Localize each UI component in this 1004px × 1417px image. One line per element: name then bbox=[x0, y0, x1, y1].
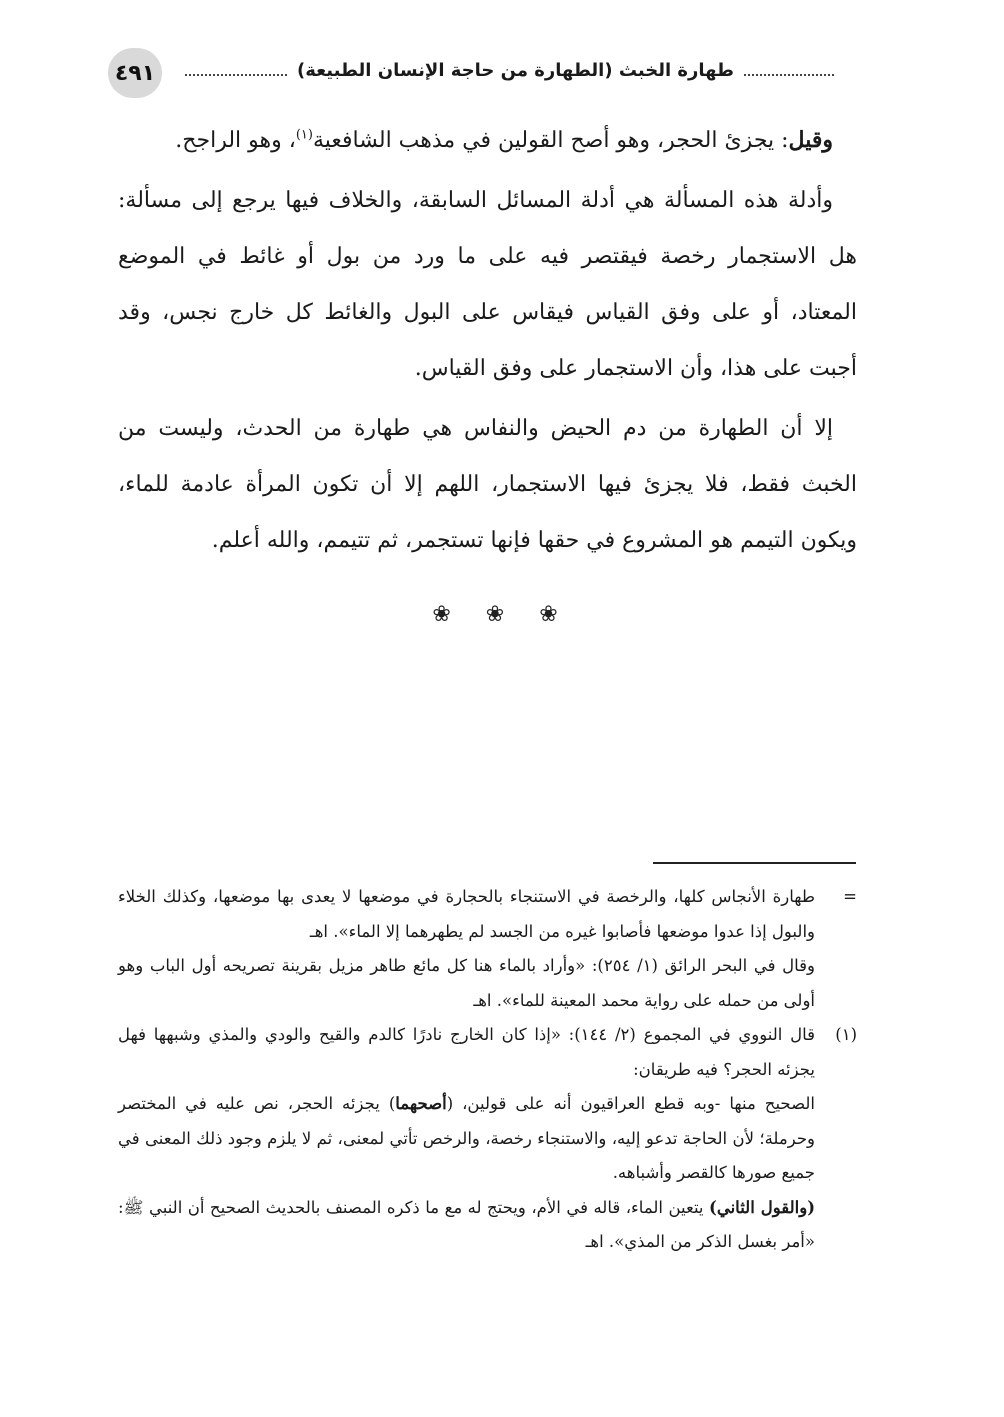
footnote-ref-1[interactable]: (١) bbox=[295, 127, 313, 143]
footnote-1-para-2-post: ) يجزئه الحجر، نص عليه في المختصر وحرملة؛ لأن الحاجة تدعو إليه، والاستنجاء رخصة، والرخص تأتي لمعنى، ثم لا يلزم وجود ذلك المعنى في جميع صورها كالقصر وأشباهه. bbox=[118, 1094, 815, 1182]
page-number-badge: ٤٩١ bbox=[108, 48, 162, 98]
running-header bbox=[175, 50, 844, 90]
header-dots-right bbox=[744, 74, 834, 76]
header-dots-left bbox=[185, 74, 287, 76]
footnote-1-intro: قال النووي في المجموع (٢/ ١٤٤): «إذا كان الخارج نادرًا كالدم والقيح والودي والمذي وشبهها فهل يجزئه الحجر؟ فيه طريقان: bbox=[118, 1025, 815, 1079]
footnote-1 bbox=[118, 1018, 857, 1260]
paragraph-3: إلا أن الطهارة من دم الحيض والنفاس هي طهارة من الحدث، وليست من الخبث فقط، فلا يجزئ فيها الاستجمار، اللهم إلا أن تكون المرأة عادمة للماء، ويكون التيمم هو المشروع في حقها فإنها تستجمر، ثم تتيمم، والله أعلم. bbox=[118, 416, 857, 553]
footnote-1-para-2 bbox=[118, 1087, 815, 1191]
paragraph-1-text: : يجزئ الحجر، وهو أصح القولين في مذهب الشافعية bbox=[312, 128, 789, 153]
paragraph-1-lead: وقيل bbox=[788, 127, 833, 153]
footnote-1-marker: (١) bbox=[835, 1025, 857, 1044]
footnote-continued-text-1: طهارة الأنجاس كلها، والرخصة في الاستنجاء بالحجارة في موضعها لا يعدى بها موضعها، وكذلك الخلاء والبول إذا عدوا موضعها فأصابوا غيره من الجسد لم يطهرهما إلا الماء». اهـ bbox=[118, 887, 815, 941]
main-text bbox=[118, 112, 857, 569]
running-title: طهارة الخبث (الطهارة من حاجة الإنسان الطبيعة) bbox=[296, 59, 734, 81]
footnote-1-para-3 bbox=[118, 1191, 815, 1260]
paragraph-2: وأدلة هذه المسألة هي أدلة المسائل السابقة، والخلاف فيها يرجع إلى مسألة: هل الاستجمار رخصة فيقتصر فيه على ما ورد من بول أو غائط في الموضع المعتاد، أو على وفق القياس فيقاس على البول والغائط كل خارج نجس، وقد أجبت على هذا، وأن الاستجمار على وفق القياس. bbox=[118, 188, 857, 381]
footnote-1-para-2-pre: الصحيح منها -وبه قطع العراقيون أنه على قولين، ( bbox=[446, 1094, 816, 1113]
footnote-continuation-marker: = bbox=[843, 887, 857, 906]
footnote-1-para-3-bold: (والقول الثاني) bbox=[709, 1197, 816, 1217]
footnote-continued bbox=[118, 880, 857, 1018]
paragraph-1 bbox=[118, 112, 857, 169]
section-separator-ornament: ❀ ❀ ❀ bbox=[432, 602, 572, 627]
paragraph-1-tail: ، وهو الراجح. bbox=[175, 128, 296, 153]
footnote-1-para-3-post: يتعين الماء، قاله في الأم، ويحتج له مع ما ذكره المصنف بالحديث الصحيح أن النبي ﷺ: «أمر بغسل الذكر من المذي». اهـ bbox=[118, 1197, 815, 1251]
footnotes bbox=[118, 880, 857, 1260]
footnote-1-para-2-bold: أصحهما bbox=[395, 1094, 447, 1113]
footnote-continued-text-2: وقال في البحر الرائق (١/ ٢٥٤): «وأراد بالماء هنا كل مائع طاهر مزيل بقرينة تصريحه أول الباب وهو أولى من حمله على رواية محمد المعينة للماء». اهـ bbox=[118, 956, 815, 1010]
footnote-rule bbox=[653, 862, 856, 864]
